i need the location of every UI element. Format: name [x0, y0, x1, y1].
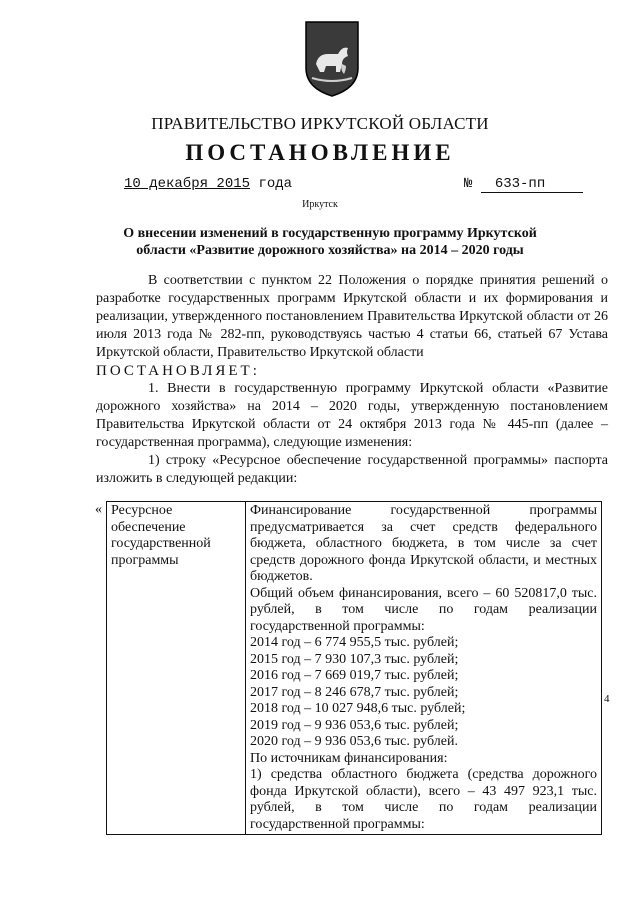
document-date	[124, 176, 292, 192]
table-line: По источникам финансирования:	[250, 750, 448, 766]
document-body	[96, 272, 608, 488]
item-1: 1. Внести в государственную программу Иркутской области «Развитие дорожного хозяйства» на 2014 – 2020 годы, утвержденную постановлением Правительства Иркутской области от 24 октября 2013 года № 445-пп (далее – государственная программа), следующие изменения:	[96, 381, 608, 450]
table-right-cell	[246, 502, 602, 835]
table-line: 2018 год – 10 027 948,6 тыс. рублей;	[250, 701, 466, 716]
table-line: Финансирование государственной программы предусматривается за счет средств федерального бюджета, областного бюджета, в том числе за счет средств дорожного фонда Иркутской области, и местных бюджетов.	[250, 503, 597, 584]
open-quote: «	[95, 502, 102, 517]
table-line: 2017 год – 8 246 678,7 тыс. рублей;	[250, 684, 459, 700]
number-value: 633-пп	[481, 176, 583, 193]
date-suffix: года	[258, 176, 293, 192]
table-line: 2020 год – 9 936 053,6 тыс. рублей.	[250, 734, 458, 749]
table-line: 2019 год – 9 936 053,6 тыс. рублей;	[250, 717, 459, 733]
table-line: 2015 год – 7 930 107,3 тыс. рублей;	[250, 651, 459, 667]
coat-of-arms-icon	[302, 18, 362, 98]
margin-mark: 4	[604, 693, 610, 705]
table-line: 2016 год – 7 669 019,7 тыс. рублей;	[250, 668, 459, 683]
resource-table	[106, 501, 602, 835]
document-number	[464, 176, 583, 193]
document-subject: О внесении изменений в государственную программу Иркутской области «Развитие дорожного хозяйства» на 2014 – 2020 годы	[123, 226, 537, 258]
document-type: ПОСТАНОВЛЕНИЕ	[185, 140, 455, 165]
table-line: 2014 год – 6 774 955,5 тыс. рублей;	[250, 635, 459, 650]
number-label: №	[464, 176, 473, 192]
preamble: В соответствии с пунктом 22 Положения о порядке принятия решений о разработке государственных программ Иркутской области и их формирования и реализации, утвержденного постановлением Правительства Иркутской области от 26 июля 2013 года № 282-пп, руководствуясь частью 4 статьи 66, статьей 67 Устава Иркутской области, Правительство Иркутской области	[96, 273, 608, 360]
table-left-cell: Ресурсное обеспечение государственной программы	[107, 502, 246, 835]
table-line: 1) средства областного бюджета (средства дорожного фонда Иркутской области), всего – 43 497 923,1 тыс. рублей, в том числе по годам реализации государственной программы:	[250, 767, 597, 832]
table-row	[107, 502, 602, 835]
government-name: ПРАВИТЕЛЬСТВО ИРКУТСКОЙ ОБЛАСТИ	[151, 114, 489, 133]
table-line: Общий объем финансирования, всего – 60 520817,0 тыс. рублей, в том числе по годам реализации государственной программы:	[250, 585, 597, 634]
item-1-1: 1) строку «Ресурсное обеспечение государственной программы» паспорта изложить в следующей редакции:	[96, 453, 608, 486]
resolves-heading: ПОСТАНОВЛЯЕТ:	[96, 363, 260, 379]
city: Иркутск	[302, 199, 338, 210]
date-value: 10 декабря 2015	[124, 176, 251, 192]
